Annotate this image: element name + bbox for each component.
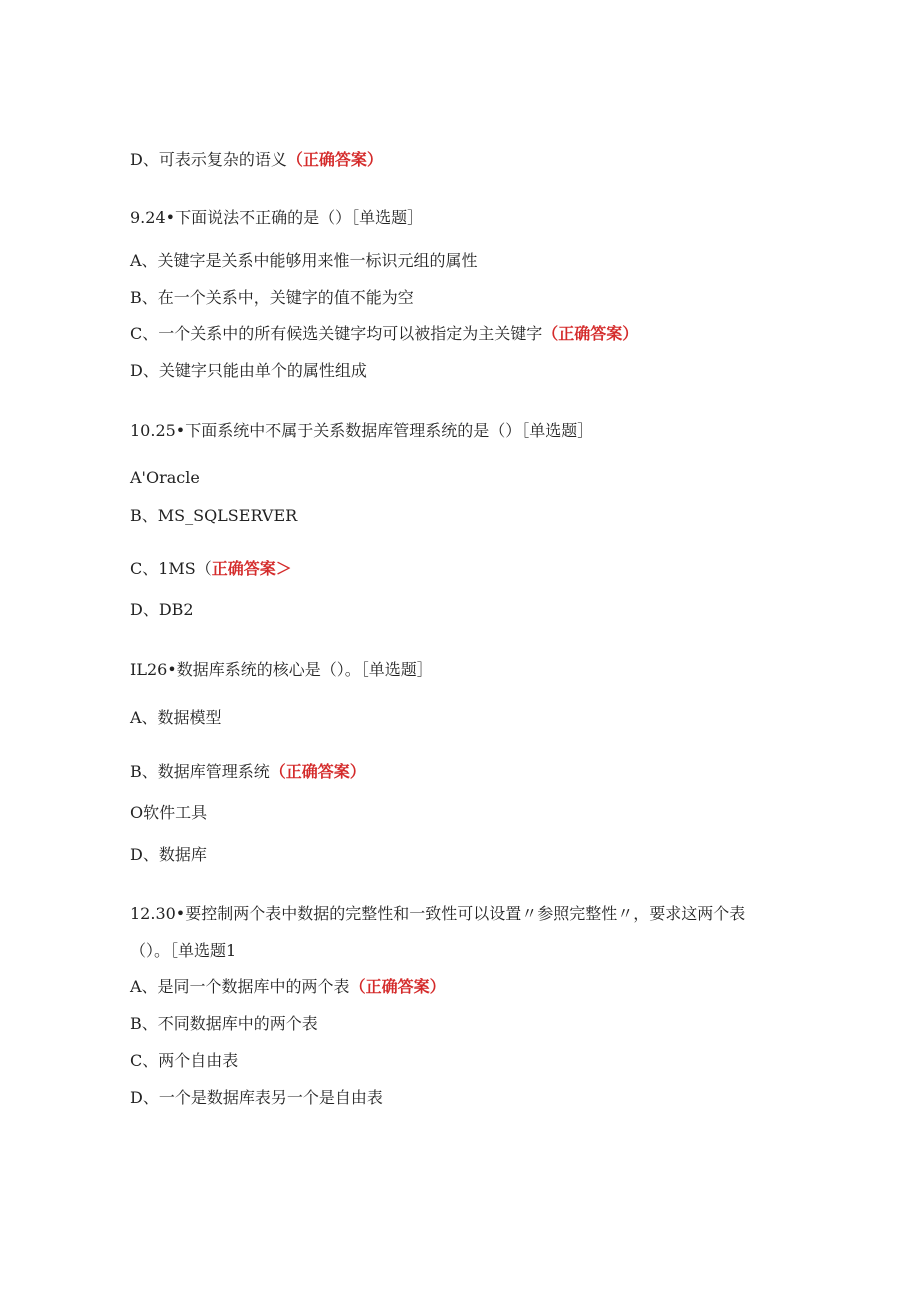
question-line-continued	[130, 941, 236, 961]
question-line	[130, 660, 433, 680]
option-line	[130, 803, 207, 823]
option-line	[130, 1088, 383, 1108]
option-line	[130, 288, 414, 308]
option-text: O软件工具	[130, 803, 208, 822]
option-line	[130, 506, 297, 526]
option-line	[130, 468, 200, 488]
option-text: A、数据模型	[130, 708, 222, 727]
option-text: D、可表示复杂的语义	[130, 150, 287, 169]
option-line	[130, 324, 638, 344]
correct-answer-mark: （正确答案）	[542, 324, 639, 343]
option-text: A、关键字是关系中能够用来惟一标识元组的属性	[130, 251, 478, 270]
question-text: 10.25•下面系统中不属于关系数据库管理系统的是（）［单选题］	[130, 421, 594, 440]
option-text: B、在一个关系中，关键字的值不能为空	[130, 288, 414, 307]
option-text: D、DB2	[130, 600, 194, 619]
option-line	[130, 600, 194, 620]
option-text: B、数据库管理系统	[130, 762, 270, 781]
option-line	[130, 150, 383, 170]
option-text: A'Oracle	[130, 468, 200, 487]
option-text: D、一个是数据库表另一个是自由表	[130, 1088, 383, 1107]
option-text: C、两个自由表	[130, 1051, 239, 1070]
option-text: D、关键字只能由单个的属性组成	[130, 361, 367, 380]
option-text: C、一个关系中的所有候选关键字均可以被指定为主关键字	[130, 324, 543, 343]
question-line	[130, 421, 593, 441]
correct-answer-mark: （正确答案）	[286, 150, 383, 169]
option-text: B、MS_SQLSERVER	[130, 506, 298, 525]
option-line	[130, 708, 222, 728]
correct-answer-mark: 正确答案＞	[211, 559, 292, 578]
correct-answer-mark: （正确答案）	[349, 977, 446, 996]
question-text: 12.30•要控制两个表中数据的完整性和一致性可以设置〃参照完整性〃，要求这两个表	[130, 904, 746, 923]
question-line	[130, 904, 745, 924]
question-text: IL26•数据库系统的核心是（）。［单选题］	[130, 660, 433, 679]
option-line	[130, 251, 478, 271]
question-line	[130, 208, 423, 228]
option-line	[130, 1051, 238, 1071]
option-line	[130, 977, 446, 997]
option-text: B、不同数据库中的两个表	[130, 1014, 318, 1033]
option-line	[130, 1014, 318, 1034]
option-line	[130, 361, 367, 381]
correct-answer-mark: （正确答案）	[269, 762, 366, 781]
question-text: （）。［单选题1	[130, 941, 237, 960]
option-text: A、是同一个数据库中的两个表	[130, 977, 350, 996]
option-text: C、1MS（	[130, 559, 212, 578]
option-text: D、数据库	[130, 845, 207, 864]
question-text: 9.24•下面说法不正确的是（）［单选题］	[130, 208, 424, 227]
option-line	[130, 559, 292, 579]
option-line	[130, 845, 207, 865]
option-line	[130, 762, 366, 782]
